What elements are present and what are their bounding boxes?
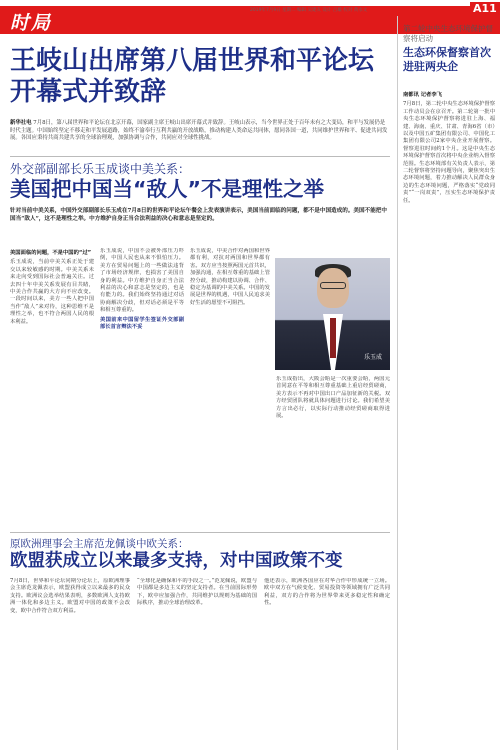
article2-headline: 美国把中国当“敌人”不是理性之举 [10,177,324,201]
article3-col1-text: 7月8日，世界和平论坛同期分论坛上，原欧洲理事会主席范龙佩表示，欧盟获得成立以来最多的民众支持。欧洲议会选举结果表明，多数欧洲人支持欧洲一体化和多边主义。欧盟对中国的政策不会改变，欧中合作符合双方利益。 [10,578,130,614]
sidebar-kicker: 第二轮中央生态环境保护督察将启动 [403,24,493,43]
article2-col4-text: 乐玉成指出，大阪会晤是一次重要会晤，两国元首同意在平等和相互尊重基础上重启经贸磋商，美方表示不再对中国出口产品加征新的关税。双方经贸团队将就具体问题进行讨论。我们希望美方言出必行，以实际行动推动经贸磋商取得进展。 [276,376,390,420]
article3-column-1 [10,578,130,743]
divider [10,156,390,157]
lead-byline: 新华社电 [10,120,32,126]
sidebar-headline: 生态环保督察首次进驻两央企 [403,46,491,73]
sidebar-byline: 南都讯 记者李飞 [403,92,442,98]
divider [10,532,390,533]
photo-caption: 乐玉成 [364,354,383,361]
article3-col3-text: 他还表示，欧洲各国应在对华合作中形成统一立场。欧中双方在气候变化、贸易投资等领域拥有广泛共同利益，双方的合作将为世界带来更多稳定性和确定性。 [264,578,390,607]
article2-lead: 针对当前中美关系，中国外交部副部长乐玉成在7月8日的世界和平论坛午餐会上发表演讲表示，美国当前面临的问题，都不是中国造成的。美国不能把中国当“敌人”，这不是理性之举。中方维护自身正当合法利益的决心和意志是坚定的。 [10,208,387,222]
article2-col1-text: 乐玉成说，当前中美关系正处于建交以来较敏感的时期。中美关系未来走向受到国际社会普遍关注。过去四十年中美关系发展有目共睹，中美合作共赢的大方向不应改变。一段时间以来，美方一些人把中国当作“敌人”来对待，这种思维不是理性之举，也不符合两国人民的根本利益。 [10,259,94,325]
section-title: 时局 [10,12,53,34]
article2-kicker: 外交部副部长乐玉成谈中美关系： [10,162,191,176]
article2-column-2 [100,248,184,526]
lead-text: 7月8日，第八届世界和平论坛在北京开幕，国家副主席王岐山出席开幕式并致辞。王岐山表示，当今世界正处于百年未有之大变局，和平与发展仍是时代主题。中国始终坚定不移走和平发展道路，始终不渝奉行互利共赢的开放战略，推动构建人类命运共同体，愿同各国一道，共同维护世界和平、促进共同发展。各国应秉持共商共建共享的全球治理观，加强协调与合作，共同应对全球性挑战。 [10,120,388,142]
article2-subhead-2: 美国前来中国留学生签证外交部副部长首言辩法不妥 [100,316,184,331]
article2-col2-text: 乐玉成说，中国不会被外部压力吓倒，中国人民也从来不惧怕压力。美方在贸易问题上的一些做法违背了市场经济规律，也损害了美国自身的利益。中方维护自身正当合法利益的决心和意志是坚定的，也是有能力的。我们始终坚持通过对话协商解决分歧，但对话必须是平等和相互尊重的。 [100,248,184,314]
article2-subhead-1: 美国面临的问题，不是中国的“过” [10,250,92,256]
article2-column-3 [190,248,270,526]
article2-column-1 [10,248,94,526]
lead-body [10,120,390,143]
article3-column-2 [137,578,257,743]
page-number: A11 [470,2,500,15]
sidebar-text: 7月8日，第二轮中央生态环境保护督察工作动员会在京召开。第二轮第一批中央生态环境保护督察将进驻上海、福建、海南、重庆、甘肃、青海6省（市）以及中国五矿集团有限公司、中国化工集团有限公司2家中央企业开展督察。督察进驻时间约1个月。这是中央生态环境保护督察首次将中央企业纳入督察范围。生态环境部有关负责人表示，第二轮督察将坚持问题导向，聚焦突出生态环境问题，着力推动解决人民群众身边的生态环境问题，严格落实“党政同责”“一岗双责”，压实生态环境保护责任。 [403,101,495,204]
sidebar-body [403,90,495,740]
page-topline: 2019年7月9日 星期二 编辑 吴建友 设计 吕雄 校对 黄永文 [250,8,368,13]
lead-headline: 王岐山出席第八届世界和平论坛开幕式并致辞 [10,46,375,107]
article3-col2-text: “全球化是确保和平的手段之一。”范龙佩说，欧盟与中国都是多边主义的坚定支持者。在当前国际形势下，欧中应加强合作，共同维护以规则为基础的国际秩序，推动全球治理改革。 [137,578,257,607]
article2-col3-text: 乐玉成说，中美合作对两国和世界都有利，对抗对两国和世界都有害。双方应当按照两国元首共识，加强沟通，在相互尊重的基础上管控分歧，推动构建以协调、合作、稳定为基调的中美关系。中国的发展是世界的机遇，中国人民追求美好生活的愿望不可阻挡。 [190,248,270,306]
article2-column-4 [276,376,390,526]
article3-kicker: 原欧洲理事会主席范龙佩谈中欧关系： [10,538,189,550]
article3-headline: 欧盟获成立以来最多支持，对中国政策不变 [10,551,343,571]
article3-column-3 [264,578,390,743]
